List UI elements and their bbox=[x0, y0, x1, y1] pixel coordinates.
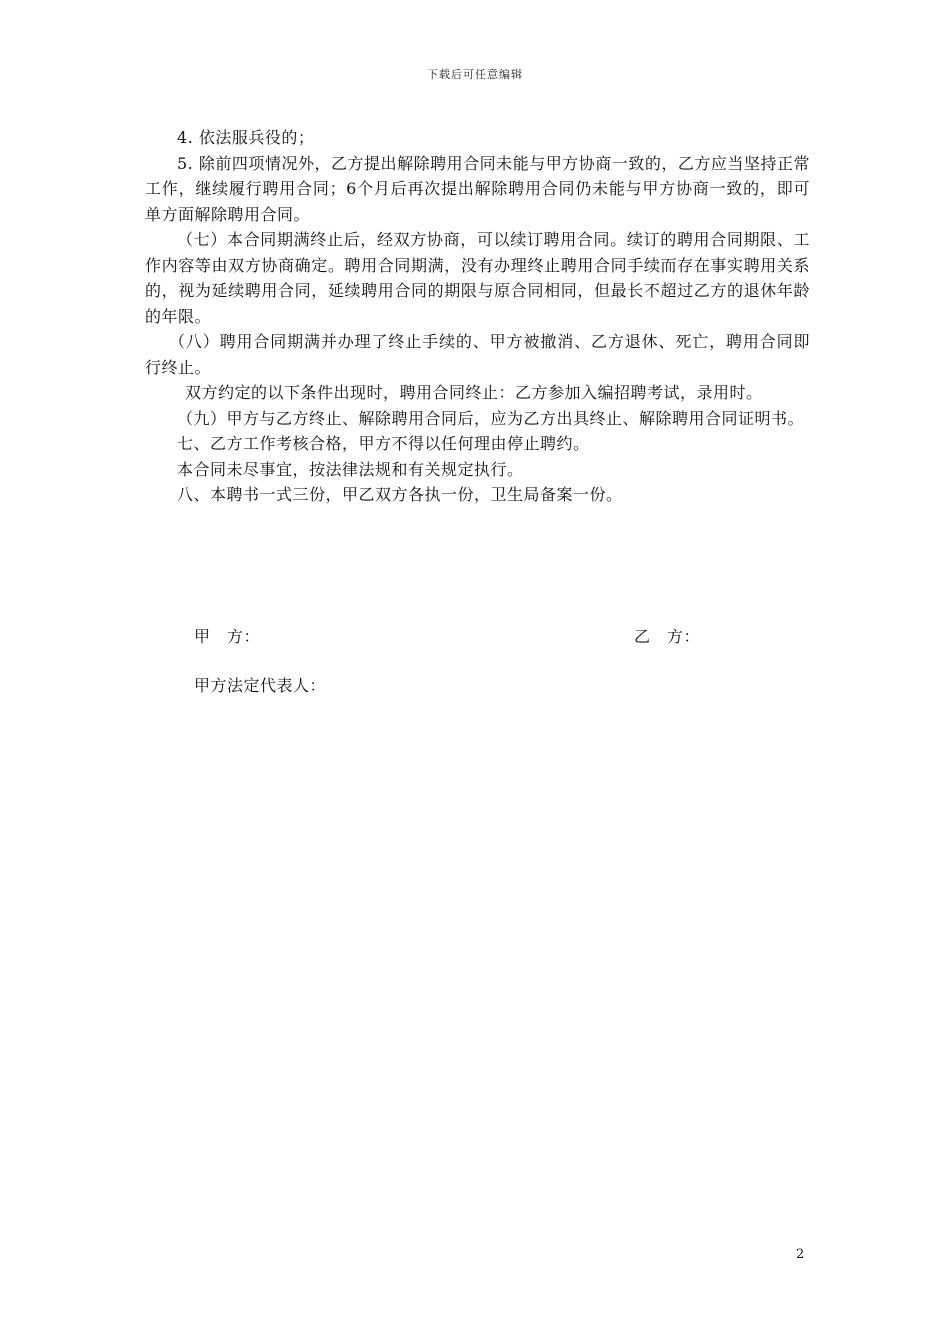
signature-row bbox=[0, 624, 950, 652]
termination-condition: 双方约定的以下条件出现时，聘用合同终止：乙方参加入编招聘考试，录用时。 bbox=[185, 383, 763, 402]
article-7: 七、乙方工作考核合格，甲方不得以任何理由停止聘约。 bbox=[177, 434, 590, 453]
article-8: 八、本聘书一式三份，甲乙双方各执一份，卫生局备案一份。 bbox=[177, 485, 623, 504]
page-number: 2 bbox=[796, 1247, 805, 1262]
clause-9: （九）甲方与乙方终止、解除聘用合同后，应为乙方出具终止、解除聘用合同证明书。 bbox=[177, 408, 805, 428]
clause-4: 4. 依法服兵役的； bbox=[177, 128, 315, 147]
party-b-label: 乙 方： bbox=[634, 627, 701, 646]
clause-5: 5. 除前四项情况外，乙方提出解除聘用合同未能与甲方协商一致的，乙方应当坚持正常工作，继续履行聘用合同；6个月后再次提出解除聘用合同仍未能与甲方协商一致的，即可单方面解除聘用合同。 bbox=[145, 153, 810, 224]
party-a-label: 甲 方： bbox=[194, 627, 261, 646]
party-a-representative-label: 甲方法定代表人： bbox=[194, 676, 327, 695]
misc-clause: 本合同未尽事宜，按法律法规和有关规定执行。 bbox=[177, 459, 524, 479]
clause-7: （七）本合同期满终止后，经双方协商，可以续订聘用合同。续订的聘用合同期限、工作内容等由双方协商确定。聘用合同期满，没有办理终止聘用合同手续而存在事实聘用关系的，视为延续聘用合同，延续聘用合同的期限与原合同相同，但最长不超过乙方的退休年龄的年限。 bbox=[145, 230, 810, 326]
contract-body bbox=[145, 125, 810, 508]
clause-8: （八）聘用合同期满并办理了终止手续的、甲方被撤消、乙方退休、死亡，聘用合同即行终止。 bbox=[145, 332, 810, 377]
page-header: 下载后可任意编辑 bbox=[427, 68, 523, 81]
